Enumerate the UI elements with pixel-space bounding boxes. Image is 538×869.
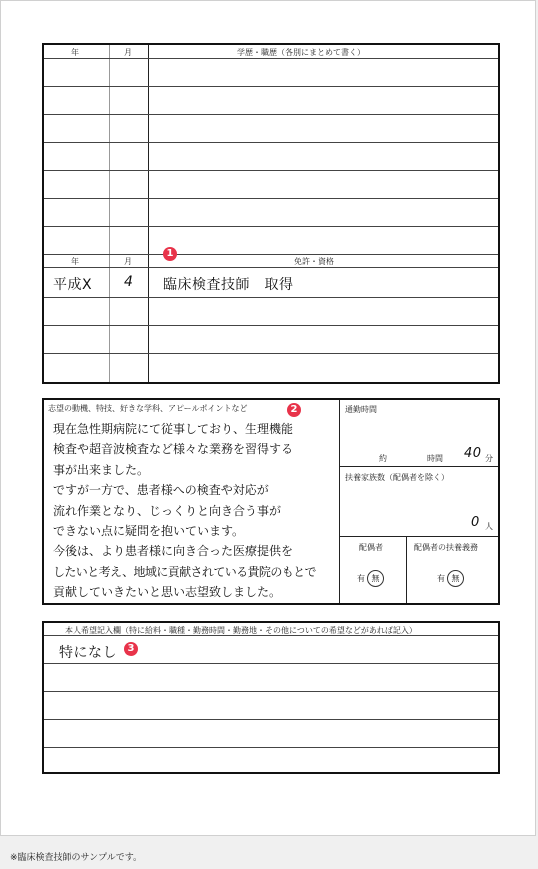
motivation-line: 事が出来ました。 — [53, 462, 150, 477]
motivation-line: 検査や超音波検査など様々な業務を習得する — [53, 442, 294, 457]
commute-approx: 約 — [379, 454, 387, 463]
history-license-table — [42, 43, 500, 384]
spouse-support-no-circled: 無 — [447, 570, 464, 587]
request-row-line — [44, 719, 498, 720]
history-month-header: 月 — [124, 48, 132, 57]
history-title: 学歴・職歴（各別にまとめて書く） — [237, 48, 365, 57]
spouse-yes: 有 — [357, 574, 365, 583]
spouse-title: 配偶者 — [359, 543, 383, 552]
history-year-header: 年 — [71, 48, 79, 57]
history-row-line — [44, 226, 498, 227]
motivation-line: ですが一方で、患者様への検査や対応が — [53, 483, 269, 498]
license-row-line — [44, 325, 498, 326]
motivation-badge: 2 — [287, 403, 301, 417]
motivation-line: 流れ作業となり、じっくりと向き合う事が — [53, 503, 282, 518]
license-year-header: 年 — [71, 257, 79, 266]
dependents-bottom-line — [340, 536, 498, 537]
motivation-line: したいと考え、地域に貢献されている貴院のもとで — [53, 564, 316, 579]
month-content-divider — [148, 45, 149, 382]
history-row-line — [44, 86, 498, 87]
license-badge: 1 — [163, 247, 177, 261]
license-text: 臨床検査技師 取得 — [163, 277, 294, 293]
history-header-line — [44, 58, 498, 59]
request-row-line — [44, 691, 498, 692]
footnote: ※臨床検査技師のサンプルです。 — [10, 853, 143, 863]
motivation-side-divider — [339, 400, 340, 603]
commute-hours-label: 時間 — [427, 454, 443, 463]
spouse-support-title: 配偶者の扶養義務 — [414, 543, 478, 552]
spouse-choice — [357, 570, 384, 587]
request-text: 特になし — [59, 645, 117, 661]
license-month-header: 月 — [124, 257, 132, 266]
dependents-title: 扶養家族数（配偶者を除く） — [345, 473, 449, 482]
license-section-line — [44, 254, 498, 255]
request-row-line — [44, 747, 498, 748]
license-title: 免許・資格 — [294, 257, 334, 266]
commute-minutes-unit: 分 — [485, 454, 493, 463]
request-badge: 3 — [124, 642, 138, 656]
spouse-support-yes: 有 — [437, 574, 445, 583]
license-row-line — [44, 297, 498, 298]
license-month: 4 — [124, 274, 134, 290]
dependents-count: 0 — [471, 515, 480, 530]
license-year: 平成X — [53, 277, 93, 293]
request-title: 本人希望記入欄（特に給料・職種・勤務時間・勤務地・その他についての希望などがあれば記入） — [65, 626, 417, 635]
motivation-line: 貢献していきたいと思い志望致しました。 — [53, 585, 282, 600]
year-month-divider — [109, 45, 110, 382]
history-row-line — [44, 114, 498, 115]
history-row-line — [44, 170, 498, 171]
license-header-line — [44, 267, 498, 268]
license-row-line — [44, 353, 498, 354]
motivation-title: 志望の動機、特技、好きな学科、アピールポイントなど — [48, 404, 248, 413]
motivation-line: できない点に疑問を抱いています。 — [53, 524, 245, 539]
request-header-line — [44, 635, 498, 636]
request-row-line — [44, 663, 498, 664]
spouse-no-circled: 無 — [367, 570, 384, 587]
history-row-line — [44, 142, 498, 143]
commute-minutes: 40 — [464, 446, 482, 461]
spouse-support-choice — [437, 570, 464, 587]
motivation-line: 現在急性期病院にて従事しており、生理機能 — [53, 422, 294, 436]
commute-bottom-line — [340, 466, 498, 467]
history-row-line — [44, 198, 498, 199]
motivation-line: 今後は、より患者様に向き合った医療提供を — [53, 544, 294, 559]
commute-title: 通勤時間 — [345, 405, 377, 414]
spouse-divider — [406, 537, 407, 603]
motivation-lines — [53, 419, 337, 603]
dependents-unit: 人 — [485, 522, 493, 531]
